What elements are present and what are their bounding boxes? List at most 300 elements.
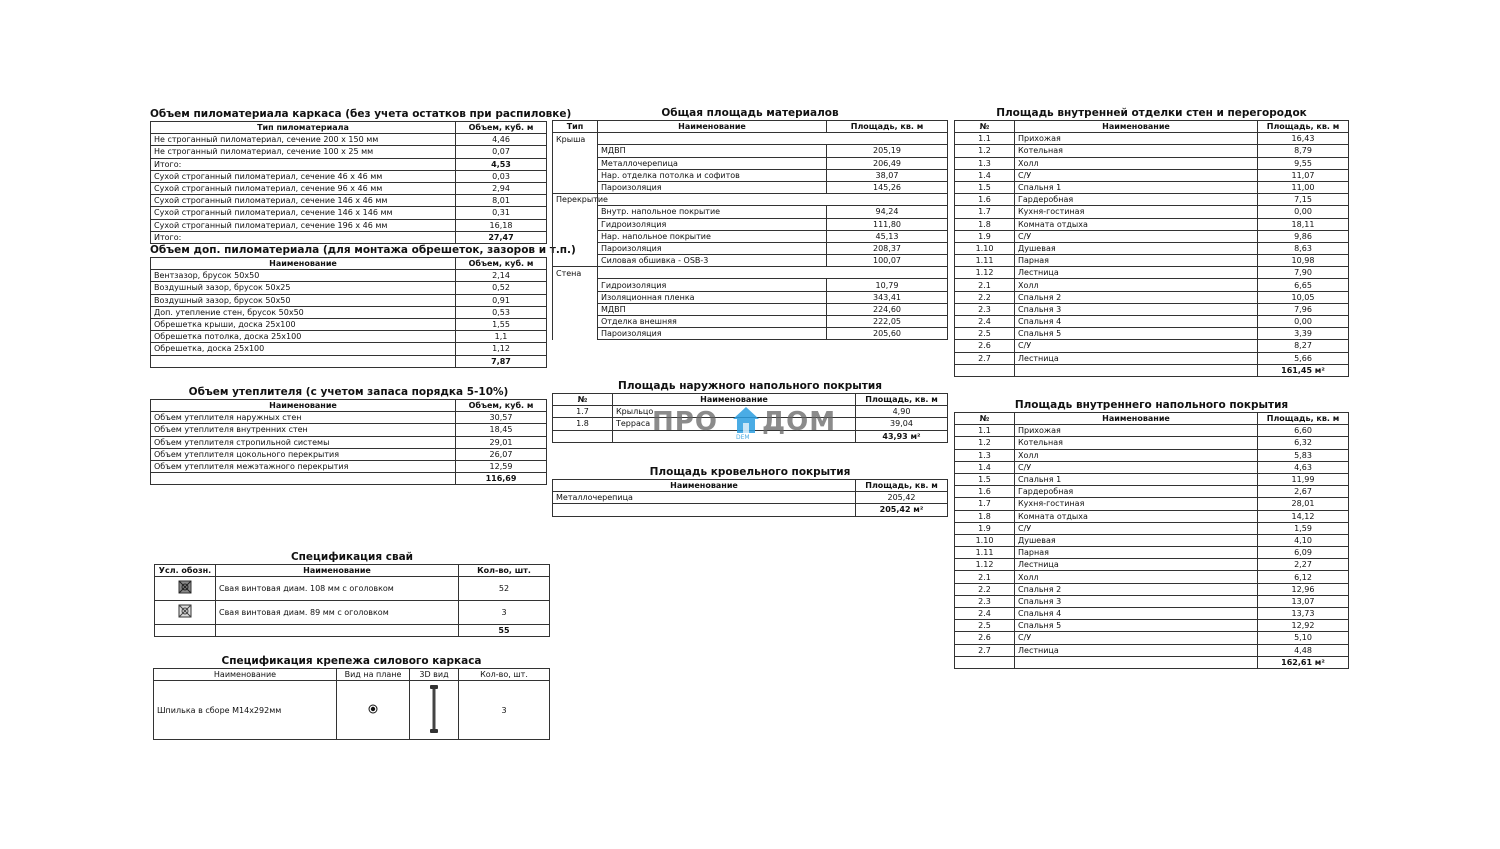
material-name: Силовая обшивка - OSB-3 — [598, 255, 827, 267]
extra-item-name: Воздушный зазор, брусок 50х25 — [151, 282, 456, 294]
table-row — [553, 218, 948, 230]
room-number: 2.5 — [955, 328, 1015, 340]
room-name: Парная — [1015, 547, 1258, 559]
table-row — [955, 547, 1349, 559]
lumber-name: Не строганный пиломатериал, сечение 200 х 150 мм — [151, 134, 456, 146]
room-area: 8,27 — [1258, 340, 1349, 352]
room-area: 18,11 — [1258, 218, 1349, 230]
room-area: 11,07 — [1258, 169, 1349, 181]
col-header: Наименование — [216, 565, 459, 577]
room-area: 6,09 — [1258, 547, 1349, 559]
stud-plan-icon — [337, 681, 410, 740]
room-name: Душевая — [1015, 534, 1258, 546]
watermark-sub: DEM — [736, 434, 750, 441]
col-header: Наименование — [151, 258, 456, 270]
room-area: 7,96 — [1258, 303, 1349, 315]
table-row — [955, 486, 1349, 498]
room-area: 9,86 — [1258, 230, 1349, 242]
table-row — [553, 279, 948, 291]
table-row — [955, 157, 1349, 169]
table-row — [955, 522, 1349, 534]
room-area: 4,63 — [1258, 461, 1349, 473]
table-row — [151, 448, 547, 460]
room-name: Парная — [1015, 255, 1258, 267]
extra-item-volume: 1,12 — [456, 343, 547, 355]
col-header: № — [955, 121, 1015, 133]
room-area: 6,65 — [1258, 279, 1349, 291]
material-name: Изоляционная пленка — [598, 291, 827, 303]
col-header: Наименование — [151, 400, 456, 412]
room-name: Холл — [1015, 157, 1258, 169]
table-row — [151, 270, 547, 282]
room-name: Гардеробная — [1015, 486, 1258, 498]
table-row — [553, 181, 948, 193]
table-row — [955, 461, 1349, 473]
table-row — [151, 318, 547, 330]
insulation-item-volume: 12,59 — [456, 460, 547, 472]
room-name: Лестница — [1015, 644, 1258, 656]
room-area: 2,67 — [1258, 486, 1349, 498]
table-row — [553, 303, 948, 315]
col-header: Площадь, кв. м — [827, 121, 948, 133]
material-group-type: Крыша — [553, 133, 598, 145]
room-name: Кухня-гостиная — [1015, 498, 1258, 510]
col-header: Наименование — [553, 480, 856, 492]
table-row — [553, 157, 948, 169]
extra-item-volume: 0,53 — [456, 306, 547, 318]
room-number: 1.6 — [955, 194, 1015, 206]
table-row — [955, 206, 1349, 218]
table-row — [151, 331, 547, 343]
table-row — [955, 255, 1349, 267]
lumber-volume: 2,94 — [456, 182, 547, 194]
room-name: Спальня 1 — [1015, 181, 1258, 193]
col-header: Наименование — [613, 394, 856, 406]
room-name: Комната отдыха — [1015, 218, 1258, 230]
table-row — [955, 498, 1349, 510]
room-name: С/У — [1015, 230, 1258, 242]
table-row — [553, 242, 948, 254]
room-number: 2.6 — [955, 632, 1015, 644]
room-area: 5,83 — [1258, 449, 1349, 461]
total-row — [955, 656, 1349, 668]
fasteners-section — [153, 655, 550, 740]
lumber-volume: 27,47 — [456, 231, 547, 243]
room-area: 3,39 — [1258, 328, 1349, 340]
col-header: Площадь, кв. м — [856, 480, 948, 492]
total-row — [155, 625, 550, 637]
room-area: 2,27 — [1258, 559, 1349, 571]
room-area: 14,12 — [1258, 510, 1349, 522]
inner_walls-total: 161,45 м² — [1258, 364, 1349, 376]
inner-walls-table — [954, 120, 1349, 377]
material-area: 111,80 — [827, 218, 948, 230]
table-row — [955, 534, 1349, 546]
material-name: Гидроизоляция — [598, 218, 827, 230]
pile-name: Свая винтовая диам. 89 мм с оголовком — [216, 601, 459, 625]
insulation-item-name: Объем утеплителя наружных стен — [151, 412, 456, 424]
room-number: 1.5 — [955, 473, 1015, 485]
lumber-volume: 0,07 — [456, 146, 547, 158]
extra-item-name: Обрешетка, доска 25х100 — [151, 343, 456, 355]
pile-qty: 52 — [459, 577, 550, 601]
roof-title: Площадь кровельного покрытия — [649, 466, 851, 478]
table-row — [151, 294, 547, 306]
material-area: 205,19 — [827, 145, 948, 157]
table-row — [151, 219, 547, 231]
table-row — [553, 230, 948, 242]
col-header: Тип — [553, 121, 598, 133]
outer-floor-title: Площадь наружного напольного покрытия — [618, 380, 882, 392]
table-row — [955, 425, 1349, 437]
lumber-volume: 4,46 — [456, 134, 547, 146]
material-group-type: Перекрытие — [553, 194, 598, 206]
room-number: 1.1 — [955, 133, 1015, 145]
insulation-item-name: Объем утеплителя цокольного перекрытия — [151, 448, 456, 460]
room-area: 8,63 — [1258, 242, 1349, 254]
room-number: 2.4 — [955, 608, 1015, 620]
lumber-volume: 4,53 — [456, 158, 547, 170]
lumber-name: Сухой строганный пиломатериал, сечение 146 х 46 мм — [151, 195, 456, 207]
room-area: 12,92 — [1258, 620, 1349, 632]
watermark-left: ПРО — [652, 407, 718, 437]
room-area: 10,05 — [1258, 291, 1349, 303]
lumber-name: Сухой строганный пиломатериал, сечение 196 х 46 мм — [151, 219, 456, 231]
material-area: 10,79 — [827, 279, 948, 291]
table-row — [955, 473, 1349, 485]
material-name: Внутр. напольное покрытие — [598, 206, 827, 218]
room-area: 5,66 — [1258, 352, 1349, 364]
table-row — [151, 195, 547, 207]
col-header: Тип пиломатериала — [151, 122, 456, 134]
material-area: 145,26 — [827, 181, 948, 193]
table-row — [155, 577, 550, 601]
col-header: Объем, куб. м — [456, 258, 547, 270]
room-name: С/У — [1015, 461, 1258, 473]
table-row — [955, 559, 1349, 571]
table-row — [955, 510, 1349, 522]
room-area: 6,60 — [1258, 425, 1349, 437]
room-name: Спальня 2 — [1015, 291, 1258, 303]
room-area: 13,07 — [1258, 595, 1349, 607]
lumber-name: Не строганный пиломатериал, сечение 100 х 25 мм — [151, 146, 456, 158]
material-area: 100,07 — [827, 255, 948, 267]
room-name: Прихожая — [1015, 133, 1258, 145]
total-row — [955, 364, 1349, 376]
room-name: Терраса — [613, 418, 856, 430]
material-area: 94,24 — [827, 206, 948, 218]
total-row — [151, 473, 547, 485]
room-area: 9,55 — [1258, 157, 1349, 169]
piles-title: Спецификация свай — [290, 551, 414, 563]
table-row — [151, 424, 547, 436]
room-number: 1.8 — [553, 418, 613, 430]
pile-108-icon — [155, 577, 216, 601]
col-header: Объем, куб. м — [456, 400, 547, 412]
room-name: С/У — [1015, 522, 1258, 534]
room-name: С/У — [1015, 632, 1258, 644]
col-header: Объем, куб. м — [456, 122, 547, 134]
room-area: 6,12 — [1258, 571, 1349, 583]
room-number: 2.5 — [955, 620, 1015, 632]
room-name: Лестница — [1015, 267, 1258, 279]
outer_floor-total: 43,93 м² — [856, 430, 948, 442]
room-name: Лестница — [1015, 559, 1258, 571]
piles-total: 55 — [459, 625, 550, 637]
table-row — [553, 316, 948, 328]
lumber-name: Итого: — [151, 158, 456, 170]
insulation-item-volume: 30,57 — [456, 412, 547, 424]
table-row — [955, 644, 1349, 656]
room-name: Спальня 1 — [1015, 473, 1258, 485]
table-row — [553, 291, 948, 303]
room-number: 1.9 — [955, 522, 1015, 534]
room-number: 1.2 — [955, 437, 1015, 449]
room-area: 7,15 — [1258, 194, 1349, 206]
room-number: 2.7 — [955, 352, 1015, 364]
room-area: 5,10 — [1258, 632, 1349, 644]
insulation-total: 116,69 — [456, 473, 547, 485]
table-row — [955, 303, 1349, 315]
room-name: Холл — [1015, 449, 1258, 461]
extra-item-name: Воздушный зазор, брусок 50х50 — [151, 294, 456, 306]
col-header: Кол-во, шт. — [459, 565, 550, 577]
extra-item-name: Обрешетка крыши, доска 25х100 — [151, 318, 456, 330]
room-name: Холл — [1015, 279, 1258, 291]
room-number: 1.12 — [955, 559, 1015, 571]
table-row — [151, 412, 547, 424]
room-number: 2.6 — [955, 340, 1015, 352]
total-row — [553, 504, 948, 516]
room-area: 12,96 — [1258, 583, 1349, 595]
total-row — [151, 158, 547, 170]
material-name: Пароизоляция — [598, 328, 827, 340]
room-name: Гардеробная — [1015, 194, 1258, 206]
piles-section — [154, 551, 550, 637]
table-row — [155, 601, 550, 625]
room-area: 11,99 — [1258, 473, 1349, 485]
col-header: Наименование — [1015, 121, 1258, 133]
extra-total: 7,87 — [456, 355, 547, 367]
material-area: 205,60 — [827, 328, 948, 340]
table-row — [553, 206, 948, 218]
group-row — [553, 267, 948, 279]
insulation-item-volume: 26,07 — [456, 448, 547, 460]
table-row — [151, 182, 547, 194]
room-area: 10,98 — [1258, 255, 1349, 267]
material-area: 206,49 — [827, 157, 948, 169]
room-area: 11,00 — [1258, 181, 1349, 193]
extra-lumber-title: Объем доп. пиломатериала (для монтажа обрешеток, зазоров и т.п.) — [150, 244, 576, 256]
room-name: Спальня 3 — [1015, 595, 1258, 607]
material-name: МДВП — [598, 303, 827, 315]
table-row — [955, 242, 1349, 254]
room-area: 1,59 — [1258, 522, 1349, 534]
room-area: 16,43 — [1258, 133, 1349, 145]
room-name: Спальня 2 — [1015, 583, 1258, 595]
inner-walls-title: Площадь внутренней отделки стен и перегородок — [996, 107, 1307, 119]
room-number: 1.8 — [955, 218, 1015, 230]
group-row — [553, 194, 948, 206]
group-row — [553, 133, 948, 145]
room-number: 1.11 — [955, 255, 1015, 267]
roof-item-area: 205,42 — [856, 492, 948, 504]
material-name: Нар. отделка потолка и софитов — [598, 169, 827, 181]
table-row — [553, 328, 948, 340]
col-header: Наименование — [598, 121, 827, 133]
room-area: 8,79 — [1258, 145, 1349, 157]
table-row — [151, 146, 547, 158]
material-area: 45,13 — [827, 230, 948, 242]
room-number: 1.5 — [955, 181, 1015, 193]
frame-lumber-title: Объем пиломатериала каркаса (без учета остатков при распиловке) — [150, 108, 572, 120]
room-number: 2.7 — [955, 644, 1015, 656]
room-number: 1.11 — [955, 547, 1015, 559]
inner-floor-section — [954, 399, 1349, 669]
material-name: МДВП — [598, 145, 827, 157]
room-number: 1.4 — [955, 461, 1015, 473]
room-number: 1.3 — [955, 449, 1015, 461]
room-number: 1.2 — [955, 145, 1015, 157]
table-row — [955, 194, 1349, 206]
room-name: Прихожая — [1015, 425, 1258, 437]
table-row — [955, 145, 1349, 157]
lumber-name: Сухой строганный пиломатериал, сечение 96 х 46 мм — [151, 182, 456, 194]
watermark-logo — [652, 405, 852, 441]
room-number: 1.8 — [955, 510, 1015, 522]
room-name: Спальня 4 — [1015, 608, 1258, 620]
fastener-qty: 3 — [459, 681, 550, 740]
room-name: Спальня 5 — [1015, 620, 1258, 632]
insulation-table — [150, 399, 547, 485]
room-number: 1.10 — [955, 534, 1015, 546]
lumber-name: Сухой строганный пиломатериал, сечение 146 х 146 мм — [151, 207, 456, 219]
table-row — [553, 255, 948, 267]
table-row — [151, 343, 547, 355]
extra-item-name: Вентзазор, брусок 50х50 — [151, 270, 456, 282]
room-name: Крыльцо — [613, 406, 856, 418]
material-name: Пароизоляция — [598, 242, 827, 254]
lumber-volume: 0,31 — [456, 207, 547, 219]
lumber-name: Итого: — [151, 231, 456, 243]
room-number: 1.7 — [955, 206, 1015, 218]
table-row — [955, 181, 1349, 193]
inner-walls-section — [954, 107, 1349, 377]
insulation-item-volume: 18,45 — [456, 424, 547, 436]
materials-table — [552, 120, 948, 340]
roof-section — [552, 466, 948, 517]
extra-item-volume: 0,52 — [456, 282, 547, 294]
room-area: 4,10 — [1258, 534, 1349, 546]
room-area: 4,90 — [856, 406, 948, 418]
table-row — [955, 340, 1349, 352]
frame-lumber-table — [150, 121, 547, 244]
room-area: 28,01 — [1258, 498, 1349, 510]
table-row — [955, 583, 1349, 595]
room-number: 1.3 — [955, 157, 1015, 169]
material-name: Металлочерепица — [598, 157, 827, 169]
lumber-volume: 8,01 — [456, 195, 547, 207]
col-header: № — [955, 413, 1015, 425]
room-area: 7,90 — [1258, 267, 1349, 279]
table-row — [151, 134, 547, 146]
room-name: Холл — [1015, 571, 1258, 583]
total-row — [151, 231, 547, 243]
room-name: Душевая — [1015, 242, 1258, 254]
room-name: Спальня 4 — [1015, 316, 1258, 328]
room-area: 0,00 — [1258, 316, 1349, 328]
table-row — [151, 460, 547, 472]
room-name: Спальня 5 — [1015, 328, 1258, 340]
room-name: Комната отдыха — [1015, 510, 1258, 522]
extra-item-volume: 0,91 — [456, 294, 547, 306]
insulation-section — [150, 386, 547, 485]
room-name: Спальня 3 — [1015, 303, 1258, 315]
piles-table — [154, 564, 550, 637]
material-area: 224,60 — [827, 303, 948, 315]
table-row — [154, 681, 550, 740]
material-name: Отделка внешняя — [598, 316, 827, 328]
insulation-item-name: Объем утеплителя межэтажного перекрытия — [151, 460, 456, 472]
material-name: Нар. напольное покрытие — [598, 230, 827, 242]
room-area: 4,48 — [1258, 644, 1349, 656]
stud-3d-icon — [410, 681, 459, 740]
materials-title: Общая площадь материалов — [661, 107, 839, 119]
fasteners-title: Спецификация крепежа силового каркаса — [221, 655, 482, 667]
room-name: Кухня-гостиная — [1015, 206, 1258, 218]
material-area: 222,05 — [827, 316, 948, 328]
table-row — [955, 133, 1349, 145]
pile-89-icon — [155, 601, 216, 625]
material-area: 208,37 — [827, 242, 948, 254]
col-header: 3D вид — [410, 669, 459, 681]
room-number: 1.9 — [955, 230, 1015, 242]
room-number: 2.2 — [955, 291, 1015, 303]
table-row — [955, 169, 1349, 181]
room-number: 2.1 — [955, 279, 1015, 291]
table-row — [955, 218, 1349, 230]
table-row — [955, 632, 1349, 644]
table-row — [955, 328, 1349, 340]
lumber-volume: 16,18 — [456, 219, 547, 231]
insulation-title: Объем утеплителя (с учетом запаса порядка 5-10%) — [188, 386, 509, 398]
insulation-item-name: Объем утеплителя стропильной системы — [151, 436, 456, 448]
table-row — [151, 170, 547, 182]
room-number: 2.4 — [955, 316, 1015, 328]
room-number: 1.7 — [553, 406, 613, 418]
col-header: Наименование — [154, 669, 337, 681]
insulation-item-name: Объем утеплителя внутренних стен — [151, 424, 456, 436]
table-row — [955, 608, 1349, 620]
inner_floor-total: 162,61 м² — [1258, 656, 1349, 668]
room-number: 1.12 — [955, 267, 1015, 279]
table-row — [955, 437, 1349, 449]
fastener-name: Шпилька в сборе М14х292мм — [154, 681, 337, 740]
room-name: С/У — [1015, 340, 1258, 352]
table-row — [955, 595, 1349, 607]
table-row — [553, 145, 948, 157]
table-row — [955, 267, 1349, 279]
room-name: С/У — [1015, 169, 1258, 181]
roof-table — [552, 479, 948, 517]
col-header: Вид на плане — [337, 669, 410, 681]
pile-name: Свая винтовая диам. 108 мм с оголовком — [216, 577, 459, 601]
watermark-right: ДОМ — [762, 407, 837, 437]
table-row — [955, 620, 1349, 632]
table-row — [955, 571, 1349, 583]
table-row — [553, 492, 948, 504]
room-name: Лестница — [1015, 352, 1258, 364]
